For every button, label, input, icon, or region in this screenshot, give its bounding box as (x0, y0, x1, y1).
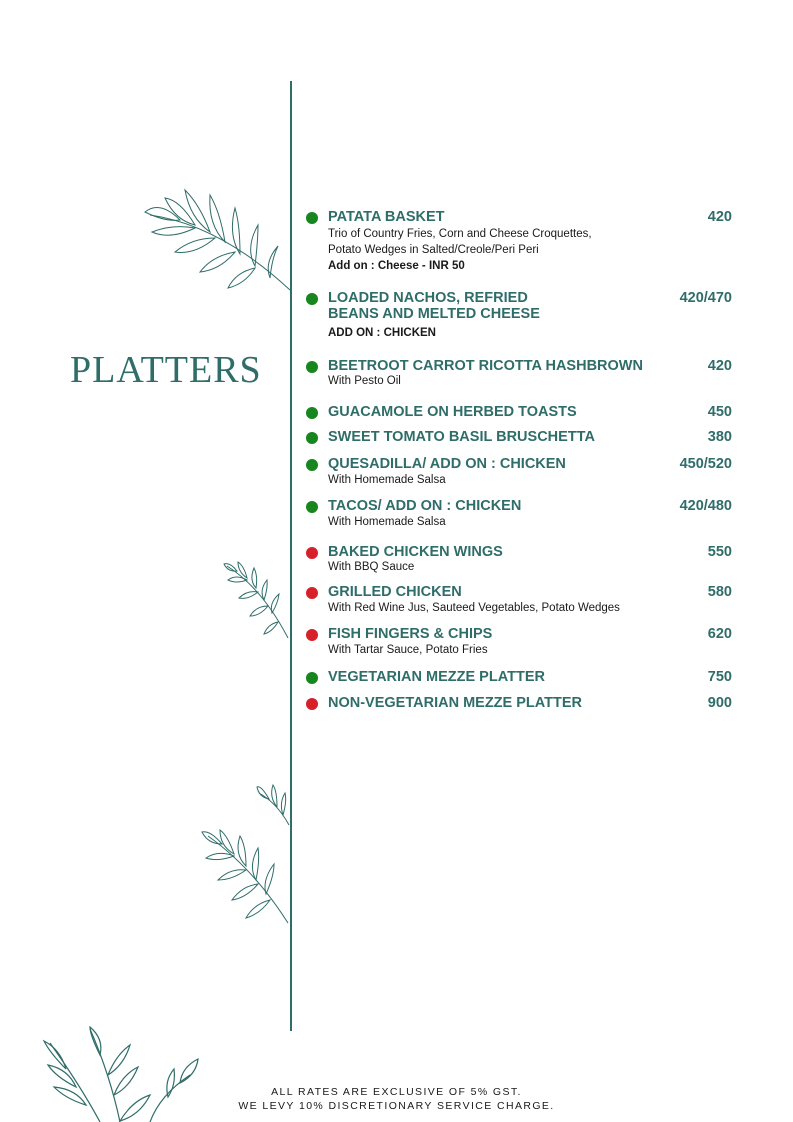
menu-item (306, 669, 734, 685)
menu-item (306, 626, 734, 658)
item-price: 420 (707, 358, 732, 374)
item-price: 420/480 (679, 498, 732, 514)
item-price: 550 (707, 544, 732, 560)
item-description: Potato Wedges in Salted/Creole/Peri Peri (328, 244, 539, 256)
item-name: GRILLED CHICKEN (328, 584, 462, 600)
section-title: PLATTERS (70, 349, 262, 391)
item-name: PATATA BASKET (328, 209, 445, 225)
item-price: 380 (707, 429, 732, 445)
menu-item (306, 584, 734, 616)
veg-marker-icon (306, 672, 318, 684)
item-name: BEANS AND MELTED CHEESE (328, 306, 540, 322)
veg-marker-icon (306, 361, 318, 373)
menu-item (306, 290, 734, 342)
item-name: TACOS/ ADD ON : CHICKEN (328, 498, 522, 514)
veg-marker-icon (306, 407, 318, 419)
item-addon: ADD ON : CHICKEN (328, 327, 436, 339)
menu-item (306, 695, 734, 711)
menu-item (306, 544, 734, 576)
vertical-divider (290, 81, 292, 1031)
footer-line: WE LEVY 10% DISCRETIONARY SERVICE CHARGE. (238, 1100, 555, 1112)
menu-item (306, 404, 734, 420)
leaf-branch-icon (255, 783, 295, 828)
leaf-branch-icon (198, 828, 294, 928)
footer-line: ALL RATES ARE EXCLUSIVE OF 5% GST. (271, 1086, 522, 1098)
menu-item (306, 456, 734, 488)
veg-marker-icon (306, 293, 318, 305)
non-veg-marker-icon (306, 587, 318, 599)
menu-item (306, 209, 734, 273)
item-description: With BBQ Sauce (328, 561, 415, 573)
item-name: GUACAMOLE ON HERBED TOASTS (328, 404, 577, 420)
item-name: BEETROOT CARROT RICOTTA HASHBROWN (328, 358, 643, 374)
item-description: With Homemade Salsa (328, 474, 446, 486)
menu-item (306, 498, 734, 530)
item-description: With Pesto Oil (328, 375, 401, 387)
item-description: With Tartar Sauce, Potato Fries (328, 644, 488, 656)
veg-marker-icon (306, 432, 318, 444)
veg-marker-icon (306, 459, 318, 471)
non-veg-marker-icon (306, 698, 318, 710)
item-price: 620 (707, 626, 732, 642)
item-price: 750 (707, 669, 732, 685)
item-name: SWEET TOMATO BASIL BRUSCHETTA (328, 429, 595, 445)
menu-item (306, 429, 734, 445)
item-price: 450/520 (679, 456, 732, 472)
item-price: 900 (707, 695, 732, 711)
item-description: With Homemade Salsa (328, 516, 446, 528)
item-name: NON-VEGETARIAN MEZZE PLATTER (328, 695, 583, 711)
leaf-branch-icon (140, 180, 300, 300)
item-name: LOADED NACHOS, REFRIED (328, 290, 528, 306)
item-addon: Add on : Cheese - INR 50 (328, 260, 465, 272)
item-description: With Red Wine Jus, Sauteed Vegetables, Potato Wedges (328, 602, 620, 614)
item-price: 420 (707, 209, 732, 225)
veg-marker-icon (306, 501, 318, 513)
item-name: QUESADILLA/ ADD ON : CHICKEN (328, 456, 566, 472)
item-description: Trio of Country Fries, Corn and Cheese Croquettes, (328, 228, 592, 240)
veg-marker-icon (306, 212, 318, 224)
non-veg-marker-icon (306, 629, 318, 641)
non-veg-marker-icon (306, 547, 318, 559)
item-price: 420/470 (679, 290, 732, 306)
footer-note (0, 1085, 793, 1113)
item-name: VEGETARIAN MEZZE PLATTER (328, 669, 545, 685)
item-price: 450 (707, 404, 732, 420)
menu-item (306, 358, 734, 390)
leaf-branch-icon (222, 558, 294, 643)
item-price: 580 (707, 584, 732, 600)
item-name: FISH FINGERS & CHIPS (328, 626, 493, 642)
item-name: BAKED CHICKEN WINGS (328, 544, 503, 560)
